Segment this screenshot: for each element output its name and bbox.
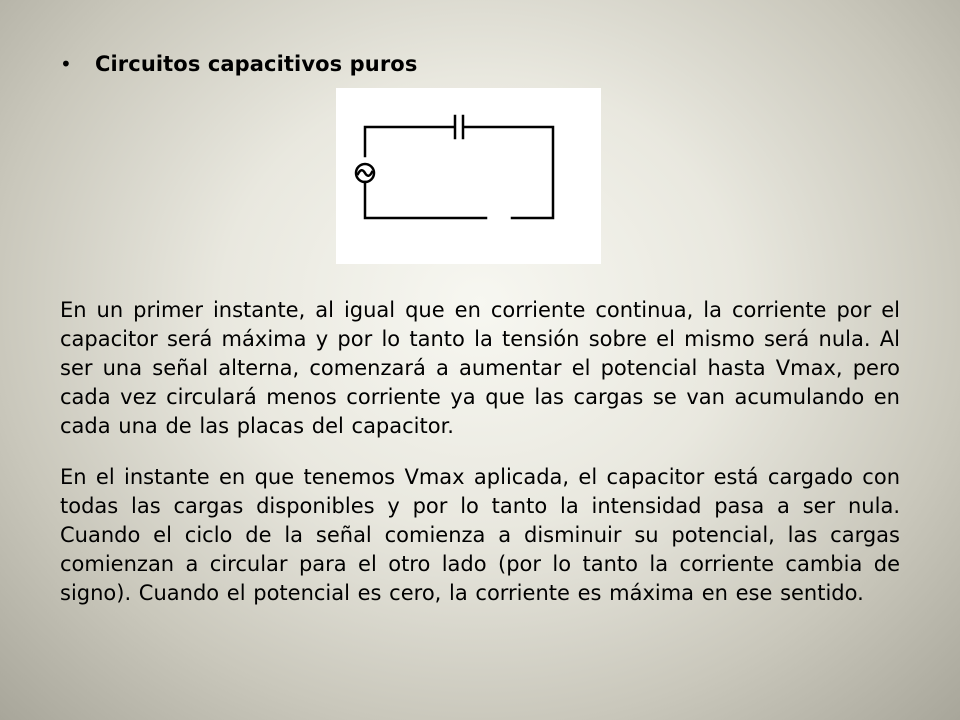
bullet-marker: • [60, 52, 72, 76]
wire-right [464, 127, 553, 218]
slide-title: Circuitos capacitivos puros [95, 52, 418, 76]
ac-capacitor-circuit-icon [336, 88, 601, 264]
wire-top-left [365, 127, 454, 156]
circuit-diagram [336, 88, 601, 264]
paragraph-first-instant: En un primer instante, al igual que en corriente continua, la corriente por el capacitor será máxima y por lo tanto la tensión sobre el mismo será nula. Al ser una señal alterna, comenzará a aumentar el potencial hasta Vmax, pero cada vez circulará menos corriente ya que las cargas se van acumulando en cada una de las placas del capacitor. [60, 298, 900, 438]
paragraph-vmax-applied: En el instante en que tenemos Vmax aplicada, el capacitor está cargado con todas las cargas disponibles y por lo tanto la intensidad pasa a ser nula. Cuando el ciclo de la señal comienza a disminuir su potencial, las cargas comienzan a circular para el otro lado (por lo tanto la corriente cambia de signo). Cuando el potencial es cero, la corriente es máxima en ese sentido. [60, 465, 900, 605]
ac-sine-wave [358, 170, 372, 176]
wire-bottom-left [365, 182, 486, 218]
